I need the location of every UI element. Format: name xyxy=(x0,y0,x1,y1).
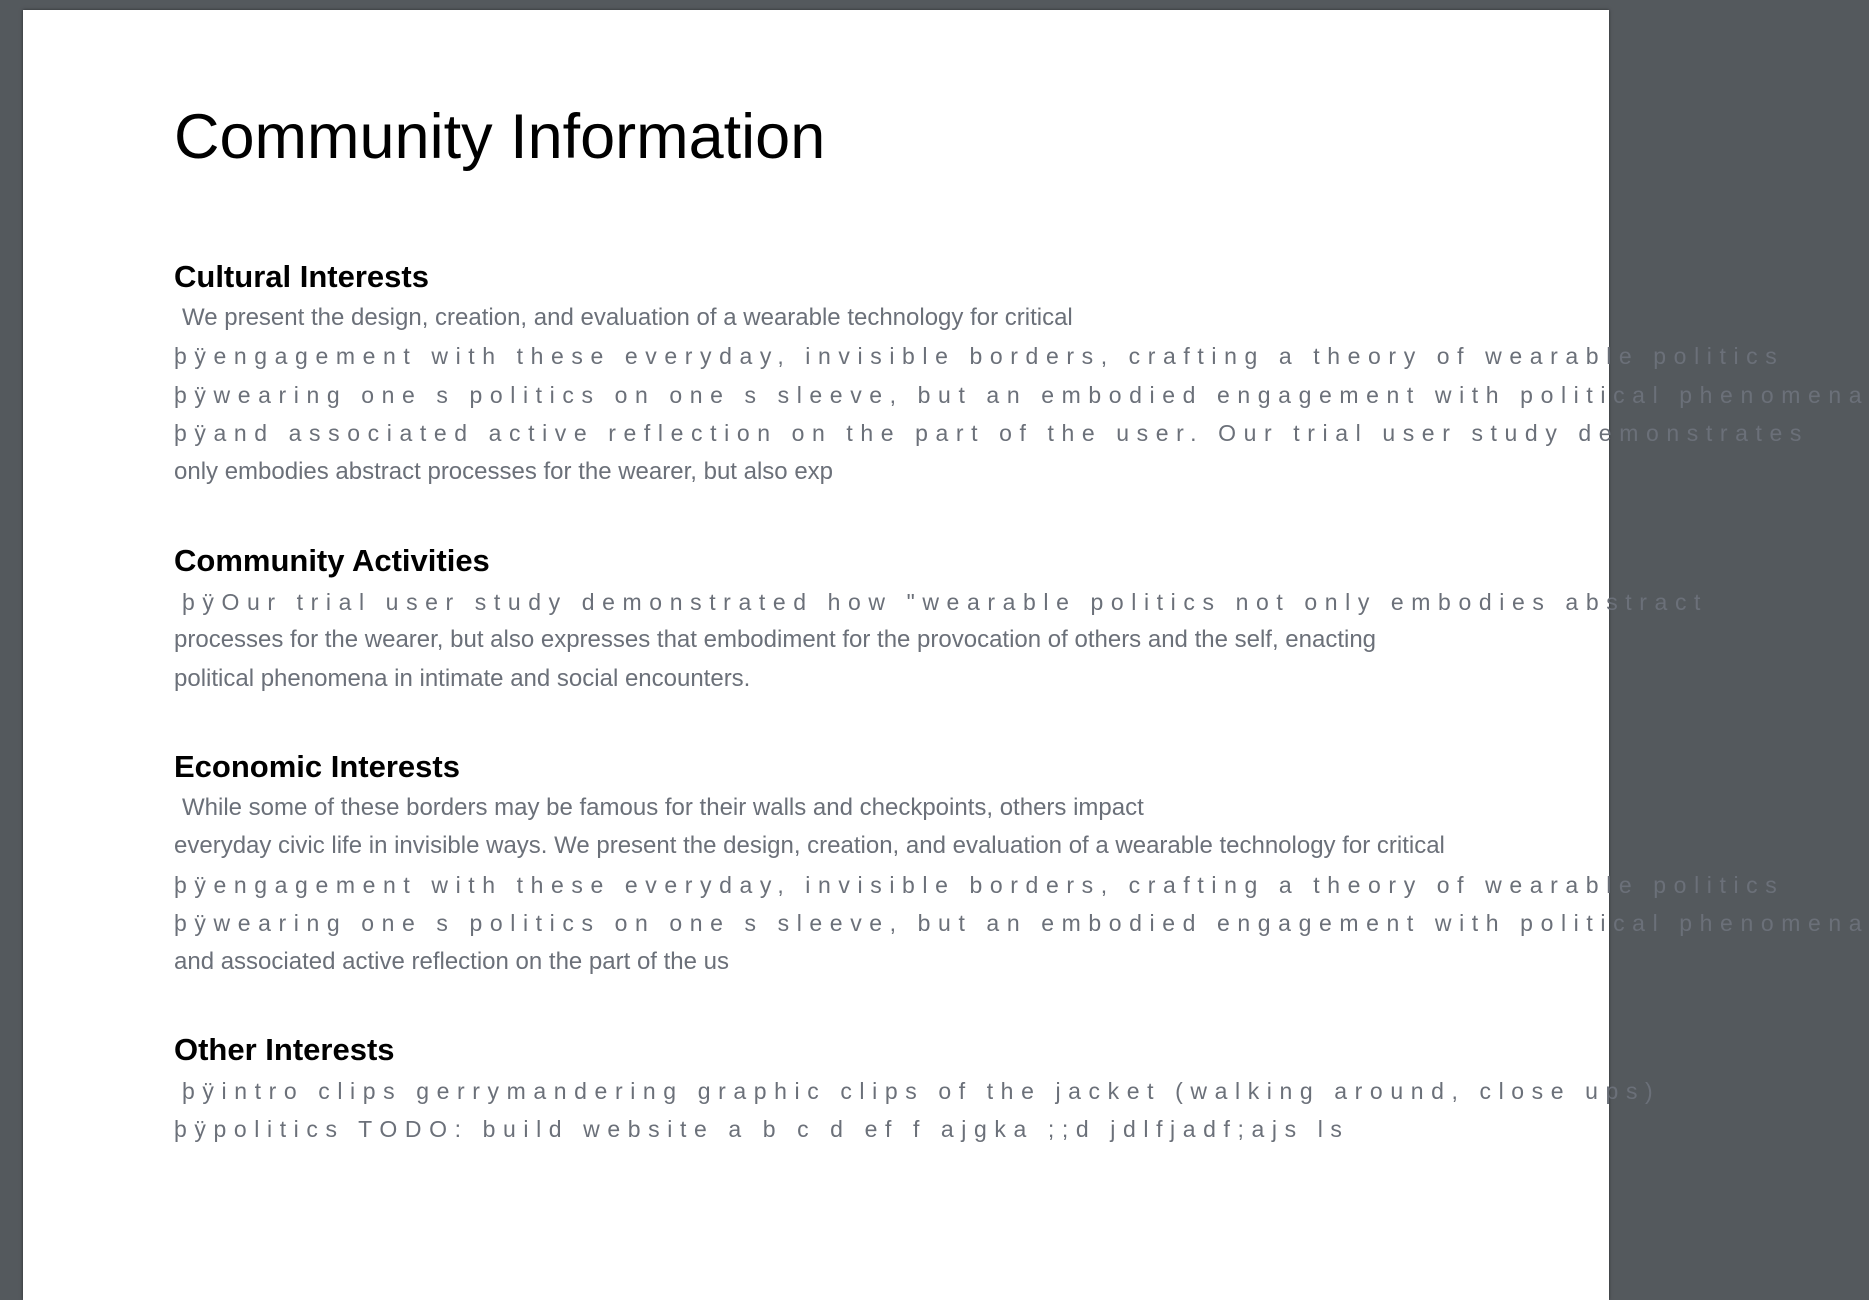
body-line: þÿOur trial user study demonstrated how "wearable politics not only embodies abstract xyxy=(182,589,1709,615)
section-heading: Community Activities xyxy=(174,543,490,578)
section-body xyxy=(174,583,1709,698)
body-line: þÿand associated active reflection on the part of the user. Our trial user study demonstrates xyxy=(174,420,1809,447)
document-page xyxy=(23,10,1869,1300)
section-heading: Economic Interests xyxy=(174,749,460,784)
body-line: While some of these borders may be famous for their walls and checkpoints, others impact xyxy=(182,794,1144,821)
section-heading: Other Interests xyxy=(174,1032,395,1067)
section-cultural-interests xyxy=(174,259,1869,491)
section-body xyxy=(174,1072,1661,1149)
body-line: þÿwearing one s politics on one s sleeve, but an embodied engagement with political phenomena xyxy=(174,910,1869,937)
body-line: We present the design, creation, and evaluation of a wearable technology for critical xyxy=(182,304,1073,331)
body-line: only embodies abstract processes for the wearer, but also exp xyxy=(174,457,834,485)
body-line: þÿengagement with these everyday, invisible borders, crafting a theory of wearable politics xyxy=(174,871,1785,898)
body-line: þÿpolitics TODO: build website a b c d ef f ajgka ;;d jdlfjadf;ajs ls xyxy=(174,1116,1350,1143)
document-title: Community Information xyxy=(174,102,826,172)
body-line: þÿintro clips gerrymandering graphic clips of the jacket (walking around, close ups) xyxy=(182,1078,1661,1104)
body-line: everyday civic life in invisible ways. We present the design, creation, and evaluation of a wearable technology for critical xyxy=(174,832,1445,860)
section-heading: Cultural Interests xyxy=(174,259,429,294)
section-economic-interests xyxy=(174,749,1869,981)
section-body xyxy=(174,299,1869,491)
body-line: and associated active reflection on the part of the us xyxy=(174,947,730,975)
section-community-activities xyxy=(174,543,1709,698)
body-line: processes for the wearer, but also expresses that embodiment for the provocation of others and the self, enacting xyxy=(174,626,1377,654)
section-other-interests xyxy=(174,1032,1661,1149)
body-line: þÿwearing one s politics on one s sleeve, but an embodied engagement with political phenomena xyxy=(174,381,1869,408)
section-body xyxy=(174,789,1869,981)
body-line: þÿengagement with these everyday, invisible borders, crafting a theory of wearable politics xyxy=(174,343,1785,370)
body-line: political phenomena in intimate and social encounters. xyxy=(174,664,751,692)
